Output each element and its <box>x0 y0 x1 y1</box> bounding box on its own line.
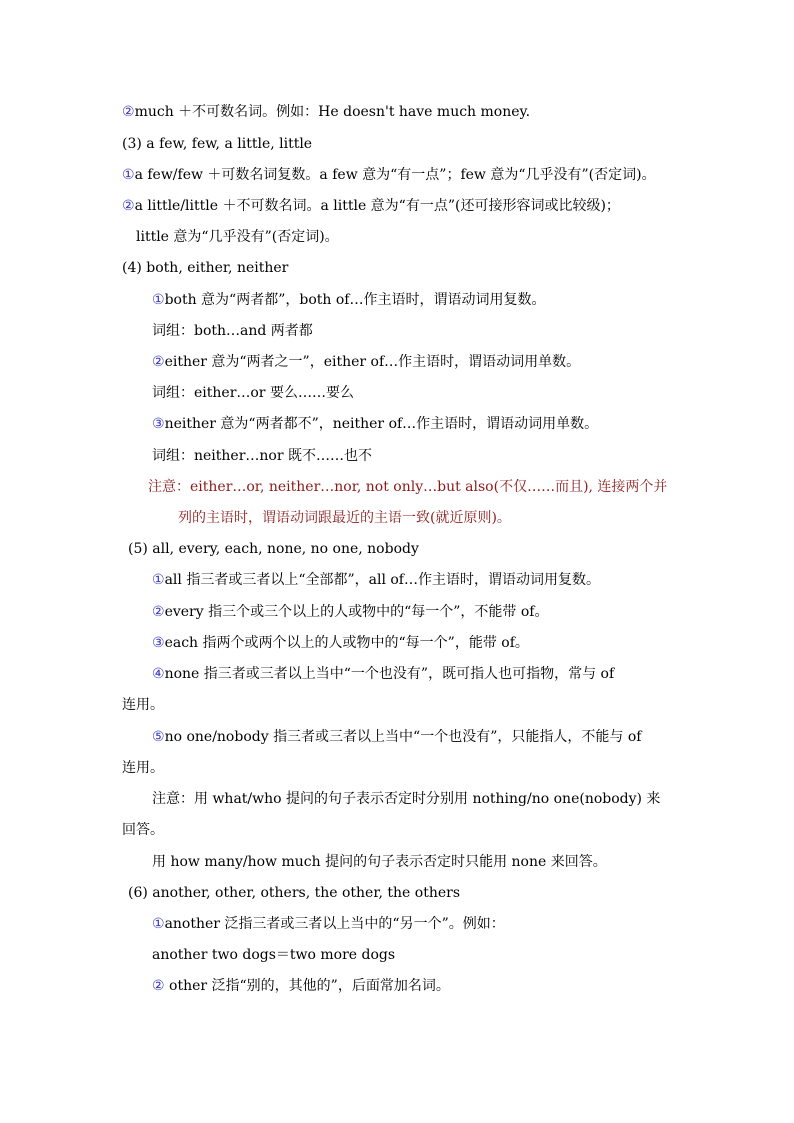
note-proximity-rule <box>148 477 667 497</box>
line-both-phrase <box>152 321 313 341</box>
line-both <box>152 290 545 310</box>
line-text: other 泛指“别的，其他的”，后面常加名词。 <box>164 978 450 994</box>
line-text: much ＋不可数名词。例如：He doesn't have much money. <box>134 104 531 120</box>
note-how-many <box>152 852 607 872</box>
circled-number-marker: ① <box>152 572 165 588</box>
line-none <box>152 664 614 684</box>
line-each <box>152 633 529 653</box>
line-text: 注意：用 what/who 提问的句子表示否定时分别用 nothing/no one(nobody) 来 <box>152 791 661 807</box>
heading-text: (5) all, every, each, none, no one, nobody <box>128 541 419 557</box>
line-text: 注意：either…or, neither…nor, not only…but also(不仅……而且), 连接两个并 <box>148 479 668 495</box>
line-much <box>122 102 530 122</box>
line-text: 词组：either…or 要么……要么 <box>152 385 354 401</box>
line-no-one-cont <box>122 758 164 778</box>
heading-text: (3) a few, few, a little, little <box>122 136 313 152</box>
circled-number-marker: ⑤ <box>152 729 165 745</box>
circled-number-marker: ② <box>122 198 135 214</box>
line-text: 词组：both…and 两者都 <box>152 323 313 339</box>
line-another <box>152 914 505 934</box>
line-a-little-little <box>122 196 620 216</box>
heading-4-both <box>122 258 288 278</box>
line-text: 连用。 <box>122 697 164 713</box>
line-text: 词组：neither…nor 既不……也不 <box>152 448 372 464</box>
line-other <box>152 976 450 996</box>
circled-number-marker: ① <box>152 292 165 308</box>
circled-number-marker: ④ <box>152 666 165 682</box>
line-text: none 指三者或三者以上当中“一个也没有”，既可指人也可指物，常与 of <box>164 666 615 682</box>
line-neither <box>152 414 598 434</box>
line-text: 用 how many/how much 提问的句子表示否定时只能用 none 来回答。 <box>152 854 607 870</box>
circled-number-marker: ② <box>152 978 165 994</box>
note-what-who-cont <box>122 820 164 840</box>
line-text: 回答。 <box>122 822 164 838</box>
line-either-phrase <box>152 383 354 403</box>
circled-number-marker: ③ <box>152 635 165 651</box>
line-all <box>152 570 600 590</box>
heading-text: (4) both, either, neither <box>122 260 289 276</box>
heading-5-all <box>128 539 419 559</box>
line-text: another two dogs＝two more dogs <box>152 947 396 963</box>
line-text: a little/little ＋不可数名词。a little 意为“有一点”(还可接形容词或比较级)； <box>134 198 620 214</box>
note-proximity-rule-cont <box>178 508 511 528</box>
heading-text: (6) another, other, others, the other, the others <box>128 885 461 901</box>
line-text: no one/nobody 指三者或三者以上当中“一个也没有”，只能指人，不能与 of <box>164 729 642 745</box>
circled-number-marker: ② <box>152 354 165 370</box>
line-every <box>152 602 548 622</box>
line-text: all 指三者或三者以上“全部都”，all of…作主语时，谓语动词用复数。 <box>164 572 600 588</box>
line-a-few-few <box>122 165 656 185</box>
line-little-meaning <box>136 227 339 247</box>
line-either <box>152 352 580 372</box>
circled-number-marker: ① <box>152 916 165 932</box>
line-text: every 指三个或三个以上的人或物中的“每一个”，不能带 of。 <box>164 604 549 620</box>
circled-number-marker: ③ <box>152 416 165 432</box>
line-none-cont <box>122 695 164 715</box>
note-what-who <box>152 789 660 809</box>
line-text: 连用。 <box>122 760 164 776</box>
line-text: little 意为“几乎没有”(否定词)。 <box>136 229 339 245</box>
line-another-example <box>152 945 395 965</box>
line-text: another 泛指三者或三者以上当中的“另一个”。例如： <box>164 916 505 932</box>
line-text: neither 意为“两者都不”，neither of…作主语时，谓语动词用单数。 <box>164 416 599 432</box>
line-text: either 意为“两者之一”，either of…作主语时，谓语动词用单数。 <box>164 354 581 370</box>
line-text: a few/few ＋可数名词复数。a few 意为“有一点”；few 意为“几乎没有”(否定词)。 <box>134 167 656 183</box>
circled-number-marker: ② <box>152 604 165 620</box>
line-text: both 意为“两者都”，both of…作主语时，谓语动词用复数。 <box>164 292 546 308</box>
line-no-one <box>152 727 641 747</box>
line-text: each 指两个或两个以上的人或物中的“每一个”，能带 of。 <box>164 635 529 651</box>
heading-3-a-few <box>122 134 312 154</box>
heading-6-another <box>128 883 460 903</box>
line-neither-phrase <box>152 446 372 466</box>
line-text: 列的主语时，谓语动词跟最近的主语一致(就近原则)。 <box>178 510 511 526</box>
circled-number-marker: ② <box>122 104 135 120</box>
circled-number-marker: ① <box>122 167 135 183</box>
